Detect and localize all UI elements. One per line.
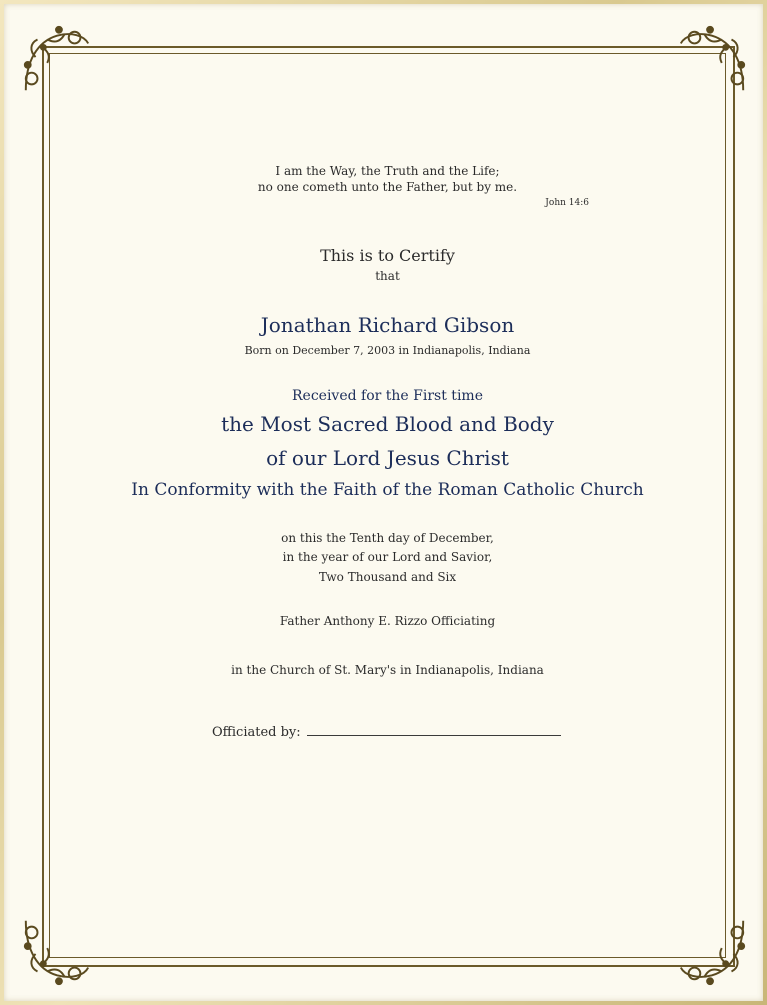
date-line-1: on this the Tenth day of December, [281,530,494,545]
recipient-name: Jonathan Richard Gibson [260,313,515,338]
received-line: Received for the First time [292,387,483,404]
corner-flourish-icon [673,22,751,100]
officiant-line: Father Anthony E. Rizzo Officiating [279,613,496,628]
corner-flourish-icon [18,22,96,100]
certify-that: that [375,268,400,283]
certify-heading: This is to Certify [320,245,455,265]
sacrament-line-1: the Most Sacred Blood and Body [221,411,554,436]
signature-line [307,723,561,736]
corner-flourish-icon [673,911,751,989]
date-line-2: in the year of our Lord and Savior, [282,550,493,565]
sacrament-line-3: In Conformity with the Faith of the Roman Catholic Church [131,479,644,500]
corner-flourish-icon [18,911,96,989]
certificate-text [64,164,711,742]
recipient-born: Born on December 7, 2003 in Indianapolis, Indiana [244,344,531,358]
verse-line-1: I am the Way, the Truth and the Life; [275,164,500,178]
signature-block [64,723,711,742]
verse-reference: John 14:6 [545,198,589,209]
date-line-3: Two Thousand and Six [318,570,457,585]
signature-label: Officiated by: [212,724,301,740]
verse-line-2: no one cometh unto the Father, but by me. [257,179,518,194]
sacrament-line-2: of our Lord Jesus Christ [266,445,509,470]
church-line: in the Church of St. Mary's in Indianapolis, Indiana [231,663,544,678]
certificate-paper [4,4,763,1001]
